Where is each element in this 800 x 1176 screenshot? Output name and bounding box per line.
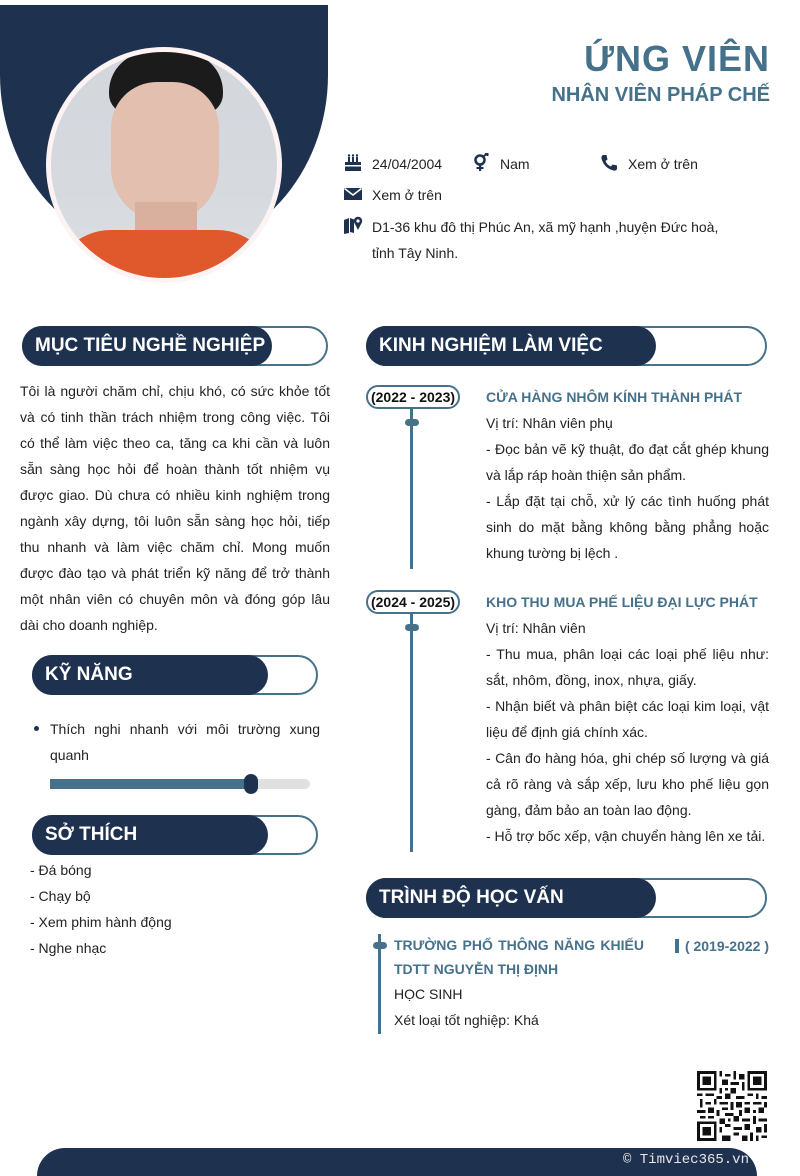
skills-list [32, 716, 320, 789]
email-value: Xem ở trên [372, 187, 442, 203]
skill-level-fill [50, 779, 250, 789]
experience-duty: - Nhận biết và phân biệt các loại kim loại, vật liệu để định giá chính xác. [486, 698, 769, 740]
address-line-2: tỉnh Tây Ninh. [372, 245, 459, 261]
name-block [551, 38, 770, 107]
objective-text: Tôi là người chăm chỉ, chịu khó, có sức khỏe tốt và có tinh thần trách nhiệm trong công việc. Tôi có thể làm việc theo ca, tăng ca khi cần và luôn sẵn sàng học hỏi để hoàn thành tốt nhiệm vụ được giao. Dù chưa có nhiều kinh nghiệm trong ngành xây dựng, tôi luôn sẵn sàng học hỏi, tiếp thu nhanh và làm việc chăm chỉ. Mong muốn được đào tạo và phát triển kỹ năng để trở thành một nhân viên có chuyên môn và đóng góp lâu dài cho doanh nghiệp. [20, 383, 330, 633]
hobby-item: - Nghe nhạc [30, 940, 107, 956]
experience-duty: - Thu mua, phân loại các loại phế liệu như: sắt, nhôm, đồng, inox, nhựa, giấy. [486, 646, 769, 688]
hobby-item: - Xem phim hành động [30, 914, 172, 930]
timeline-dot [405, 624, 419, 631]
experience-period: (2024 - 2025) [366, 590, 460, 614]
experience-duty: - Lắp đặt tại chỗ, xử lý các tình huống phát sinh do mặt bằng không bằng phẳng hoặc khung tường bị lệch . [486, 493, 769, 561]
experience-duty: - Cân đo hàng hóa, ghi chép số lượng và giá cả rõ ràng và sắp xếp, lưu kho phế liệu gọn gàng, đảm bảo an toàn lao động. [486, 750, 769, 818]
contact-info [343, 152, 763, 271]
timeline-dot [405, 419, 419, 426]
experience-position: Vị trí: Nhân viên [486, 620, 586, 636]
avatar [46, 47, 282, 283]
address-value [372, 214, 718, 266]
education-item [394, 933, 769, 1033]
gender-icon [471, 153, 491, 173]
candidate-photo [51, 52, 277, 278]
section-header-experience [366, 326, 767, 366]
gender-item [471, 152, 599, 176]
hobby-item: - Chạy bộ [30, 888, 91, 904]
photo-face [111, 82, 219, 222]
education-result: Xét loại tốt nghiệp: Khá [394, 1012, 539, 1028]
section-header-hobbies [32, 815, 318, 855]
address-item [343, 214, 718, 266]
birthday-item [343, 152, 471, 176]
email-item [343, 183, 442, 207]
phone-value: Xem ở trên [628, 156, 698, 172]
timeline-dot [373, 942, 387, 949]
timeline-line [410, 614, 413, 852]
education-header [394, 933, 769, 981]
experience-item [486, 384, 769, 566]
education-period: ( 2019-2022 ) [675, 939, 769, 953]
footer-copyright: © Timviec365.vn [622, 1152, 749, 1168]
footer-bar [37, 1148, 757, 1176]
birthday-value: 24/04/2004 [372, 156, 443, 172]
skill-level-knob [244, 774, 258, 794]
skill-level-bar [50, 779, 310, 789]
contact-row-2 [343, 183, 763, 209]
section-title-skills: KỸ NĂNG [32, 655, 268, 695]
birthday-cake-icon [343, 153, 363, 173]
hobbies-list [30, 857, 172, 961]
experience-company: CỬA HÀNG NHÔM KÍNH THÀNH PHÁT [486, 389, 743, 405]
experience-duty: - Hỗ trợ bốc xếp, vận chuyển hàng lên xe tải. [486, 828, 766, 844]
education-school: TRƯỜNG PHỔ THÔNG NĂNG KHIẾU TDTT NGUYỄN THỊ ĐỊNH [394, 937, 644, 977]
candidate-name: ỨNG VIÊN [584, 38, 770, 79]
section-title-education: TRÌNH ĐỘ HỌC VẤN [366, 878, 656, 918]
experience-item [486, 589, 769, 849]
photo-shirt [51, 230, 277, 278]
map-pin-icon [343, 215, 363, 235]
job-title: NHÂN VIÊN PHÁP CHẾ [551, 84, 770, 106]
section-title-objective: MỤC TIÊU NGHỀ NGHIỆP [22, 326, 272, 366]
timeline-line [378, 934, 381, 1034]
section-title-hobbies: SỞ THÍCH [32, 815, 268, 855]
phone-icon [599, 153, 619, 173]
experience-period: (2022 - 2023) [366, 385, 460, 409]
address-line-1: D1-36 khu đô thị Phúc An, xã mỹ hạnh ,huyện Đức hoà, [372, 219, 719, 235]
contact-row-1 [343, 152, 763, 178]
hobby-item: - Đá bóng [30, 862, 92, 878]
timeline-line [410, 409, 413, 569]
section-header-education [366, 878, 767, 918]
email-icon [343, 184, 363, 204]
education-degree: HỌC SINH [394, 986, 463, 1002]
section-header-skills [32, 655, 318, 695]
skill-item-name: Thích nghi nhanh với môi trường xung quanh [32, 716, 320, 768]
section-title-experience: KINH NGHIỆM LÀM VIỆC [366, 326, 656, 366]
experience-duty: - Đọc bản vẽ kỹ thuật, đo đạt cắt ghép khung và lắp ráp hoàn thiện sản phẩm. [486, 441, 769, 483]
experience-company: KHO THU MUA PHẾ LIỆU ĐẠI LỰC PHÁT [486, 594, 758, 610]
section-header-objective [22, 326, 328, 366]
gender-value: Nam [500, 156, 530, 172]
contact-row-3 [343, 214, 763, 266]
phone-item [599, 152, 698, 176]
qr-code-icon [697, 1071, 767, 1141]
experience-position: Vị trí: Nhân viên phụ [486, 415, 613, 431]
